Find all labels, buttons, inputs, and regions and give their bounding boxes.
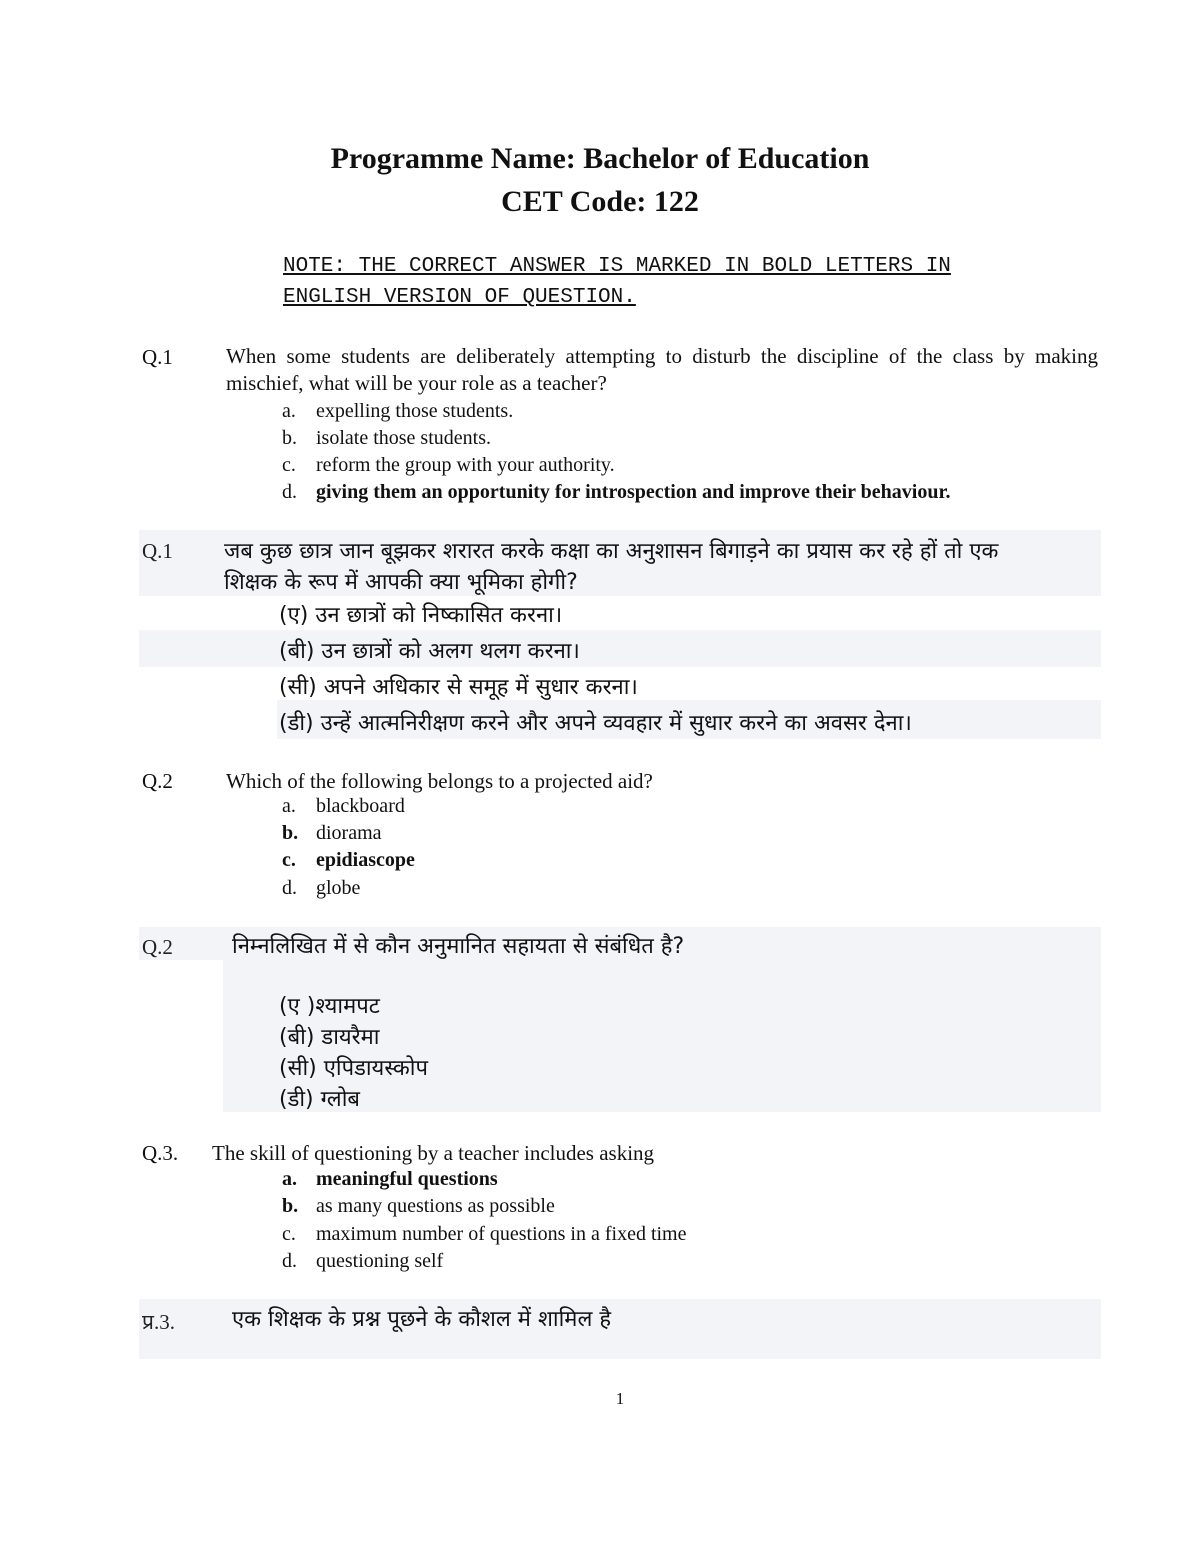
option-text: blackboard [316,795,405,817]
option-letter: b. [282,427,297,449]
option-text: globe [316,877,361,899]
q3-number: Q.3. [142,1141,179,1165]
q2-hindi-text: निम्नलिखित में से कौन अनुमानित सहायता से संबंधित है? [232,934,685,959]
note-line-1: NOTE: THE CORRECT ANSWER IS MARKED IN BOLD LETTERS IN [283,255,951,278]
option-text: giving them an opportunity for introspection and improve their behaviour. [316,481,951,503]
q1-option-b [282,427,1102,454]
q3-option-a-correct [282,1168,882,1195]
option-text: reform the group with your authority. [316,454,615,476]
option-letter: b. [282,822,299,844]
option-letter: d. [282,481,297,503]
option-text: epidiascope [316,849,415,871]
q2-option-c-correct [282,849,782,876]
q2-hindi-option-c: (सी) एपिडायस्कोप [279,1056,428,1081]
option-letter: a. [282,400,296,422]
option-letter: a. [282,795,296,817]
q1-hindi-option-c: (सी) अपने अधिकार से समूह में सुधार करना। [279,675,638,700]
q2-hindi-number: Q.2 [142,935,173,959]
q3-option-c [282,1223,882,1250]
q2-option-a [282,795,782,822]
option-letter: a. [282,1168,297,1190]
q1-hindi-option-b: (बी) उन छात्रों को अलग थलग करना। [279,639,580,664]
q1-option-c [282,454,1102,481]
page-number: 1 [615,1389,625,1408]
q2-option-b [282,822,782,849]
q3-option-d [282,1250,882,1277]
q1-option-a [282,400,1102,427]
option-text: expelling those students. [316,400,514,422]
q1-option-d-correct [282,481,1102,508]
option-text: isolate those students. [316,427,491,449]
option-text: maximum number of questions in a fixed time [316,1223,687,1245]
q1-hindi-text-line1: जब कुछ छात्र जान बूझकर शरारत करके कक्षा का अनुशासन बिगाड़ने का प्रयास कर रहे हों तो एक [224,539,999,564]
option-letter: c. [282,454,296,476]
q1-hindi-option-d: (डी) उन्हें आत्मनिरीक्षण करने और अपने व्यवहार में सुधार करने का अवसर देना। [279,711,912,736]
q1-text: When some students are deliberately attempting to disturb the discipline of the class by making mischief, what will be your role as a teacher? [226,344,1098,395]
option-text: meaningful questions [316,1168,498,1190]
option-letter: d. [282,1250,297,1272]
q1-hindi-text-line2: शिक्षक के रूप में आपकी क्या भूमिका होगी? [224,570,578,595]
note-line-2: ENGLISH VERSION OF QUESTION. [283,286,636,309]
q1-hindi-number: Q.1 [142,539,173,563]
q3-hindi-text: एक शिक्षक के प्रश्न पूछने के कौशल में शामिल है [232,1307,612,1332]
option-letter: b. [282,1195,299,1217]
q3-option-b [282,1195,882,1222]
q1-number: Q.1 [142,345,173,369]
q2-number: Q.2 [142,769,173,793]
option-letter: c. [282,1223,296,1245]
q2-hindi-option-d: (डी) ग्लोब [279,1087,360,1112]
option-text: as many questions as possible [316,1195,555,1217]
q2-text: Which of the following belongs to a projected aid? [226,769,653,793]
q1-hindi-option-a: (ए) उन छात्रों को निष्कासित करना। [279,603,563,628]
cet-code: CET Code: 122 [501,185,699,218]
q3-hindi-number: प्र.3. [142,1310,175,1334]
q2-option-d [282,877,782,904]
q3-text: The skill of questioning by a teacher includes asking [212,1141,655,1165]
option-text: questioning self [316,1250,444,1272]
q2-hindi-option-b: (बी) डायरैमा [279,1025,380,1050]
q2-hindi-option-a: (ए )श्यामपट [279,994,380,1019]
option-text: diorama [316,822,382,844]
option-letter: c. [282,849,296,871]
programme-title: Programme Name: Bachelor of Education [330,142,870,175]
option-letter: d. [282,877,297,899]
